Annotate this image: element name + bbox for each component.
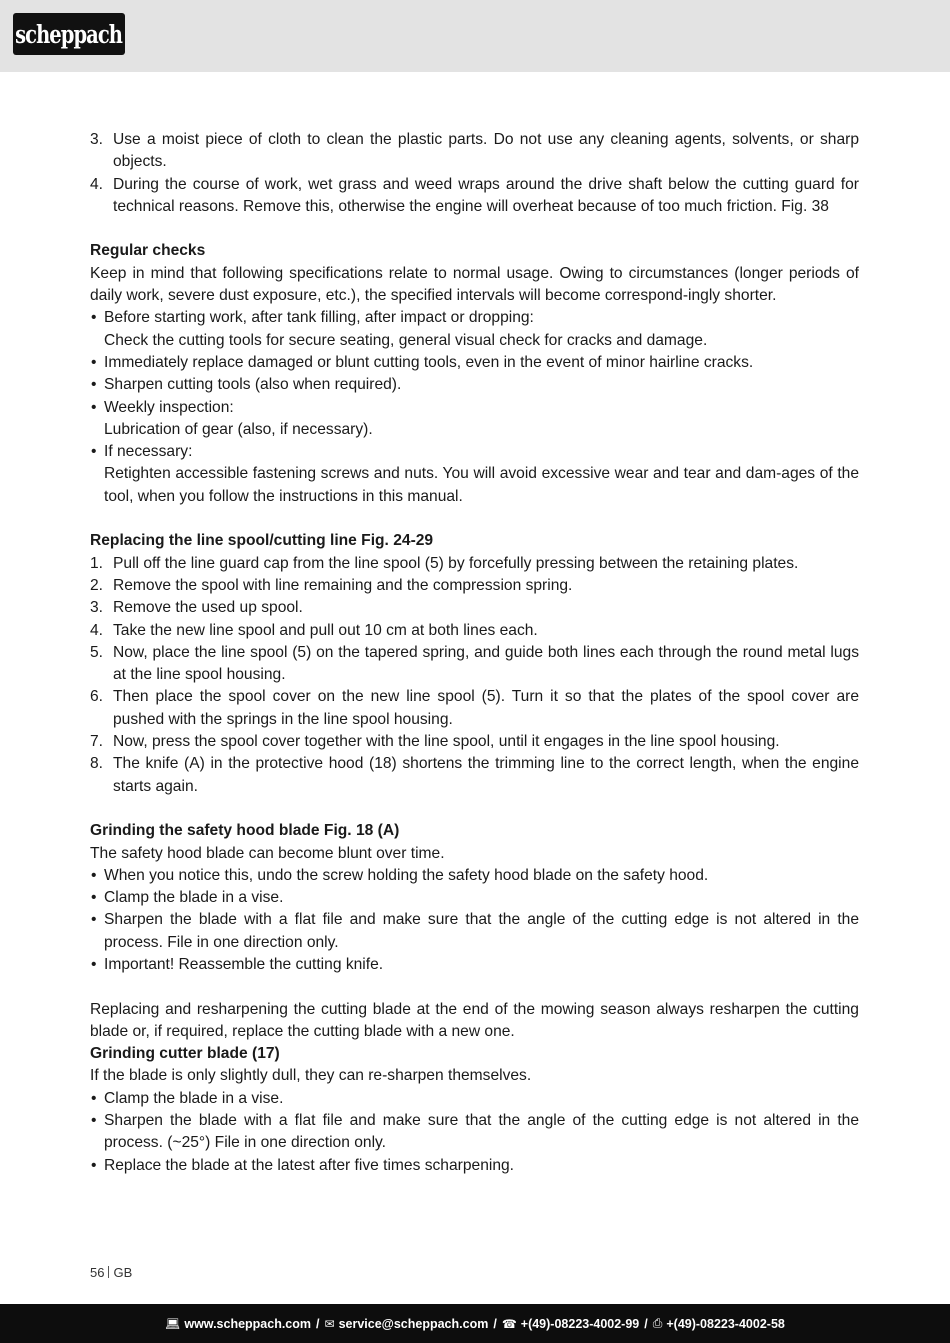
list-item: 3. Use a moist piece of cloth to clean the plastic parts. Do not use any cleaning agents, solvents, or sharp objects. <box>90 131 859 171</box>
page-number: 56 GB <box>90 1265 133 1280</box>
logo-text: scheppach <box>15 19 123 49</box>
cutter-blade-heading: Grinding cutter blade (17) <box>90 1045 280 1063</box>
list-item: 4. Take the new line spool and pull out 10 cm at both lines each. <box>90 621 538 639</box>
line-spool-heading: Replacing the line spool/cutting line Fig. 24-29 <box>90 532 434 550</box>
laptop-icon: 💻︎ <box>165 1316 181 1331</box>
page-footer: 💻︎ www.scheppach.com / ✉︎ service@scheppach.com / ☎ +(49)-08223-4002-99 / ⎙ +(49)-08223-4002-58 <box>0 1304 950 1343</box>
list-item: • Sharpen the blade with a flat file and make sure that the angle of the cutting edge is not altered in the process. (~25°) File in one direction only. <box>91 1112 859 1152</box>
list-item: • Clamp the blade in a vise. <box>91 889 284 907</box>
list-item: 6. Then place the spool cover on the new line spool (5). Turn it so that the plates of the spool cover are pushed with the springs in the line spool housing. <box>90 688 859 728</box>
scheppach-logo <box>13 13 125 55</box>
footer-website: www.scheppach.com <box>184 1316 312 1331</box>
phone-icon: ☎ <box>501 1316 517 1331</box>
list-item: 1. Pull off the line guard cap from the line spool (5) by forcefully pressing between the retaining plates. <box>90 554 799 572</box>
safety-hood-list <box>90 865 859 976</box>
regular-checks-list <box>90 307 859 508</box>
replacing-paragraph: Replacing and resharpening the cutting blade at the end of the mowing season always resharpen the cutting blade or, if required, replace the cutting blade with a new one. <box>90 1000 859 1040</box>
regular-checks-intro: Keep in mind that following specifications relate to normal usage. Owing to circumstances (longer periods of daily work, severe dust exposure, etc.), the specified intervals will become correspond-ingly shorter. <box>90 264 859 305</box>
list-item: • When you notice this, undo the screw holding the safety hood blade on the safety hood. <box>91 866 709 884</box>
list-item: 7. Now, press the spool cover together with the line spool, until it engages in the line spool housing. <box>90 733 780 751</box>
list-item: • Clamp the blade in a vise. <box>91 1089 284 1107</box>
cutter-blade-intro: If the blade is only slightly dull, they can re-sharpen themselves. <box>90 1067 532 1085</box>
list-item: • Immediately replace damaged or blunt cutting tools, even in the event of minor hairline cracks. <box>91 353 754 371</box>
list-item: • Weekly inspection: Lubrication of gear (also, if necessary). <box>91 398 373 438</box>
safety-hood-intro: The safety hood blade can become blunt over time. <box>90 844 445 862</box>
list-item: 2. Remove the spool with line remaining and the compression spring. <box>90 576 573 594</box>
list-item: • Before starting work, after tank filling, after impact or dropping: Check the cutting tools for secure seating, general visual check for cracks and damage. <box>91 309 708 349</box>
cleaning-steps-list <box>90 129 859 218</box>
list-item: • Sharpen the blade with a flat file and make sure that the angle of the cutting edge is not altered in the process. File in one direction only. <box>91 911 859 951</box>
line-spool-steps <box>90 553 859 798</box>
footer-fax: +(49)-08223-4002-58 <box>666 1316 785 1331</box>
page-content <box>90 129 859 1177</box>
list-item: • If necessary: Retighten accessible fastening screws and nuts. You will avoid excessive wear and tear and dam-ages of the tool, when you follow the instructions in this manual. <box>91 443 859 505</box>
page-header <box>0 0 950 72</box>
list-item: • Important! Reassemble the cutting knife. <box>91 955 384 973</box>
list-item: 5. Now, place the line spool (5) on the tapered spring, and guide both lines each through the round metal lugs at the line spool housing. <box>90 643 859 684</box>
cutter-blade-list <box>90 1088 859 1177</box>
list-item: • Sharpen cutting tools (also when required). <box>91 376 402 394</box>
email-icon: ✉︎ <box>324 1316 335 1331</box>
regular-checks-heading: Regular checks <box>90 242 206 260</box>
footer-email: service@scheppach.com <box>338 1316 489 1331</box>
list-item: • Replace the blade at the latest after five times scharpening. <box>91 1156 515 1174</box>
safety-hood-heading: Grinding the safety hood blade Fig. 18 (A) <box>90 822 400 840</box>
fax-icon: ⎙ <box>652 1316 663 1330</box>
list-item: 8. The knife (A) in the protective hood (18) shortens the trimming line to the correct length, when the engine starts again. <box>90 755 859 795</box>
footer-phone: +(49)-08223-4002-99 <box>520 1316 640 1331</box>
list-item: 3. Remove the used up spool. <box>90 599 303 617</box>
list-item: 4. During the course of work, wet grass and weed wraps around the drive shaft below the cutting guard for technical reasons. Remove this, otherwise the engine will overheat because of too much friction. Fig. 38 <box>90 175 859 215</box>
